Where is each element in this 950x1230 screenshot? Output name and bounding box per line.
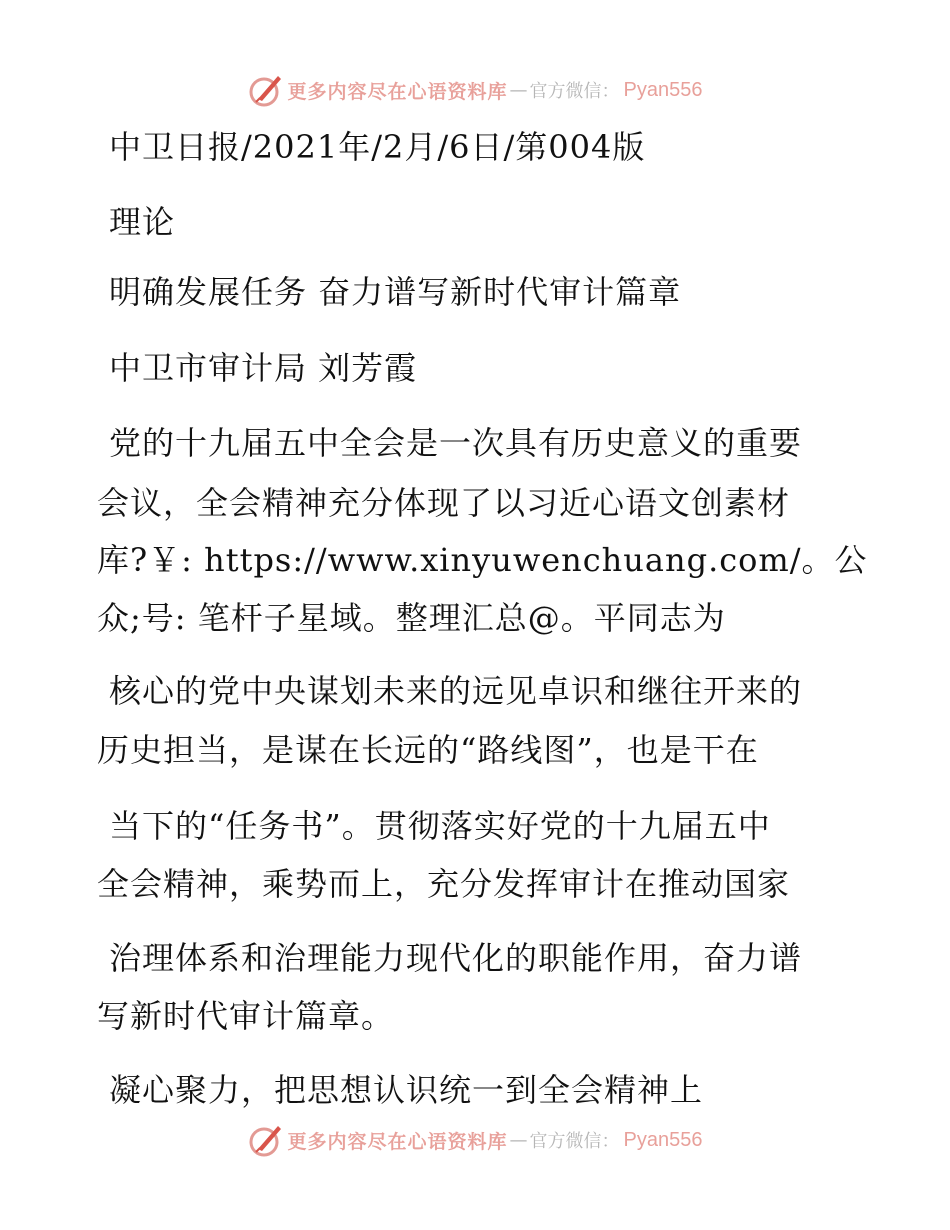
body-line: 写新时代审计篇章。	[97, 997, 395, 1035]
watermark-wechat-label: 官方微信：	[529, 81, 620, 102]
footer-watermark	[0, 1120, 950, 1160]
body-line: 当下的“任务书”。贯彻落实好党的十九届五中	[109, 807, 771, 845]
quill-logo-icon	[248, 72, 284, 108]
watermark-dash: —	[509, 79, 528, 101]
body-line: 核心的党中央谋划未来的远见卓识和继往开来的	[109, 672, 803, 710]
body-line: 会议，全会精神充分体现了以习近心语文创素材	[97, 484, 791, 522]
watermark-wechat-id: Pyan556	[623, 78, 703, 101]
quill-logo-icon	[248, 1122, 284, 1158]
body-line: 党的十九届五中全会是一次具有历史意义的重要	[109, 424, 803, 462]
source-line: 中卫日报/2021年/2月/6日/第004版	[109, 128, 646, 166]
watermark-wechat-label: 官方微信：	[529, 1131, 620, 1152]
body-line: 全会精神，乘势而上，充分发挥审计在推动国家	[97, 865, 791, 903]
subheading: 凝心聚力，把思想认识统一到全会精神上	[109, 1071, 704, 1109]
body-line: 历史担当，是谋在长远的“路线图”，也是干在	[97, 731, 759, 769]
byline: 中卫市审计局 刘芳霞	[109, 349, 418, 387]
watermark-dash: —	[509, 1129, 528, 1151]
section-label: 理论	[109, 203, 176, 241]
body-line: 库?￥: https://www.xinyuwenchuang.com/。公	[97, 541, 868, 579]
header-watermark	[0, 70, 950, 110]
body-line: 治理体系和治理能力现代化的职能作用，奋力谱	[109, 939, 803, 977]
watermark-text: 更多内容尽在心语资料库	[287, 1130, 508, 1153]
watermark-text: 更多内容尽在心语资料库	[287, 80, 508, 103]
body-line: 众;号: 笔杆子星域。整理汇总@。平同志为	[97, 599, 726, 637]
watermark-wechat-id: Pyan556	[623, 1128, 703, 1151]
article-title: 明确发展任务 奋力谱写新时代审计篇章	[109, 273, 682, 311]
